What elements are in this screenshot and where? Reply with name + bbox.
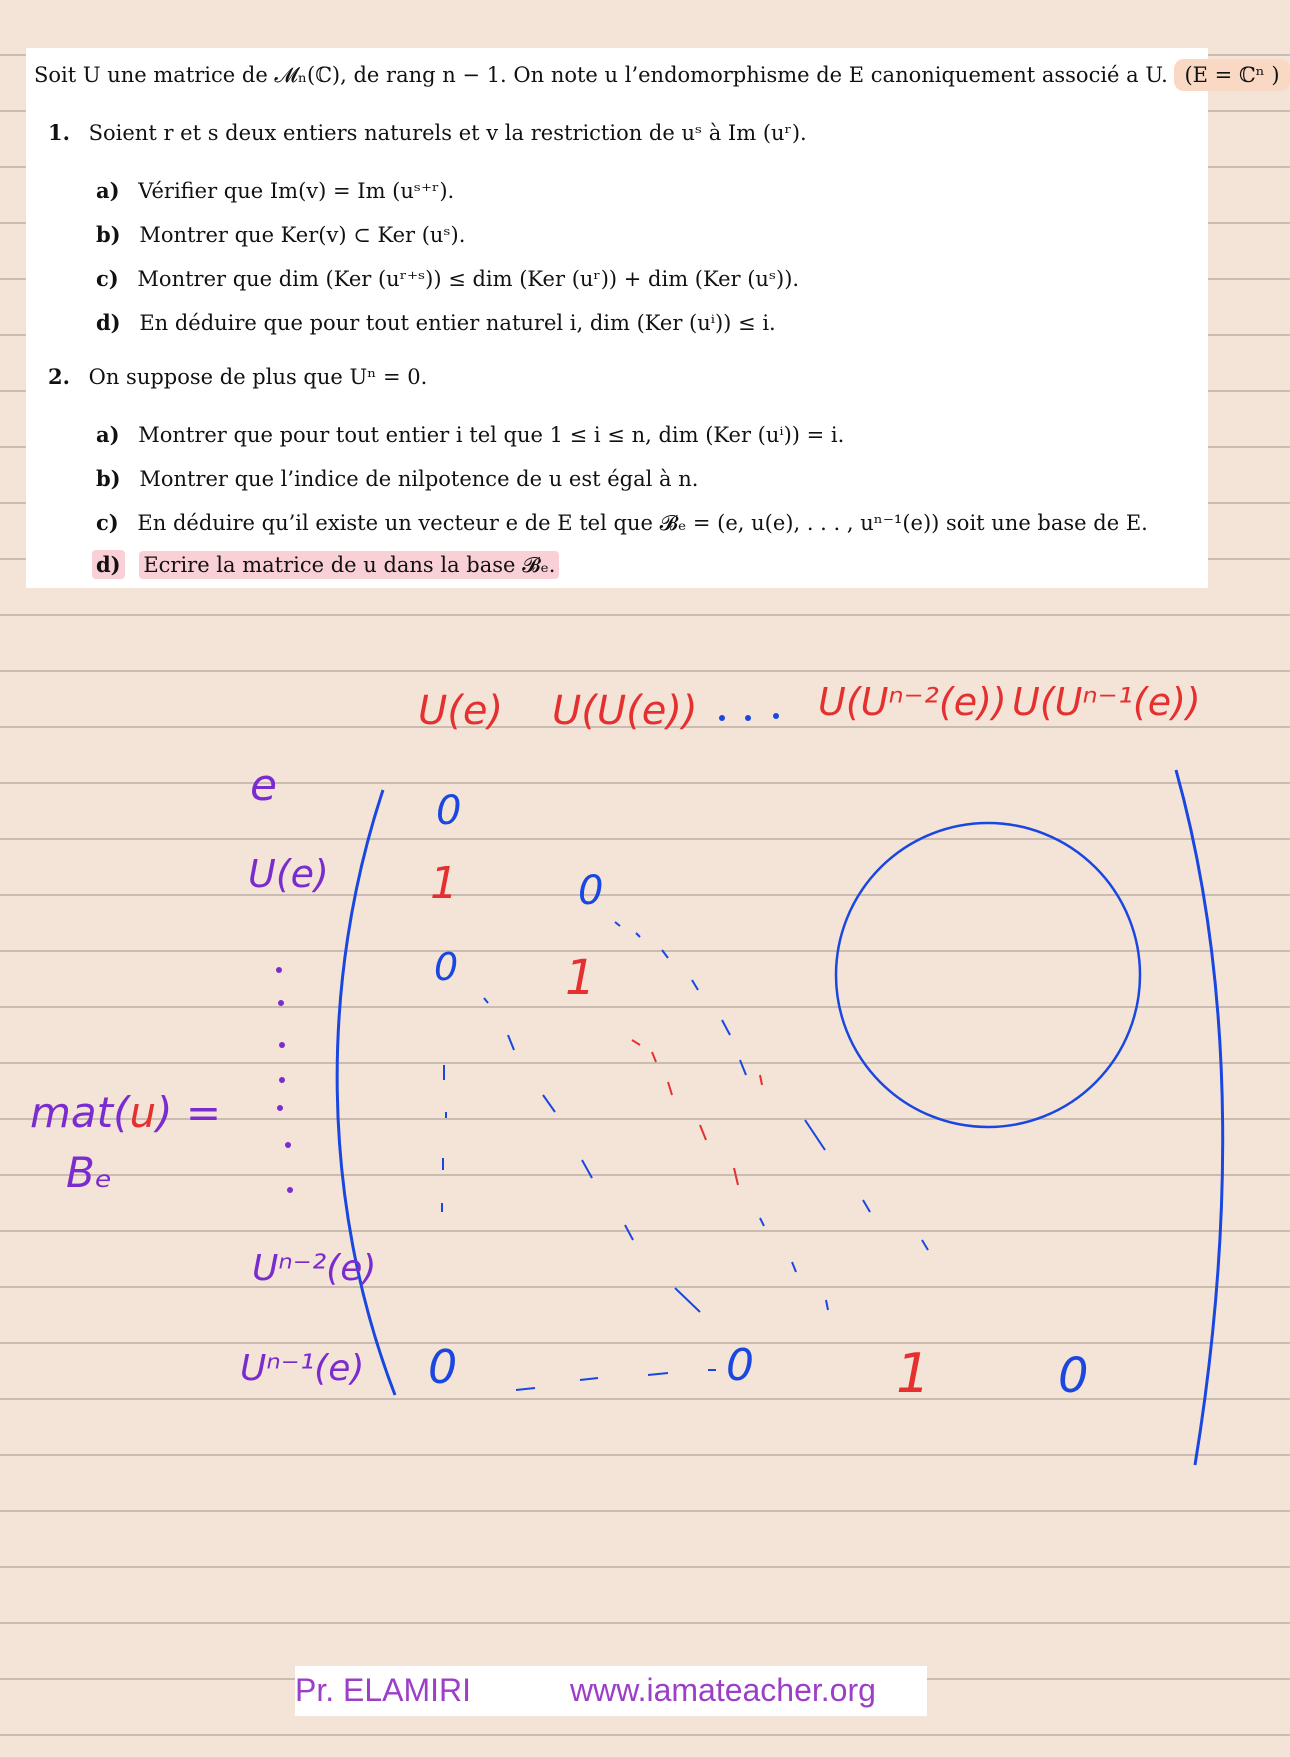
q1-text: Soient r et s deux entiers naturels et v la restriction de uˢ à Im (uʳ). [88,121,807,145]
entry-0-bottom-left: 0 [428,1340,458,1394]
col-header-u-u-e: U(U(e)) [552,688,698,734]
entry-0-first-col-third: 0 [434,945,459,989]
left-bracket [337,790,395,1395]
q2b-label: b) [96,466,121,491]
q2-number: 2. [48,364,70,389]
intro-note: (E = ℂⁿ ) [1174,59,1289,91]
entry-0-first-col-top: 0 [436,788,462,834]
lhs-mat [30,1088,221,1137]
q2a-text: Montrer que pour tout entier i tel que 1 ≤ i ≤ n, dim (Ker (uⁱ)) = i. [138,423,845,447]
q1b-label: b) [96,222,121,247]
col-header-u-un2: U(Uⁿ⁻²(e)) [818,680,1007,724]
q1c-text: Montrer que dim (Ker (uʳ⁺ˢ)) ≤ dim (Ker (uʳ)) + dim (Ker (uˢ)). [137,267,800,291]
q2d-label: d) [92,550,125,579]
q2c-text: En déduire qu’il existe un vecteur e de E tel que 𝓑ₑ = (e, u(e), . . . , uⁿ⁻¹(e)) soit une base de E. [137,511,1148,535]
entry-1-bottom: 1 [896,1342,931,1405]
q1-number: 1. [48,120,70,145]
row-label-u-e: U(e) [248,852,329,896]
col-header-u-e: U(e) [418,688,504,734]
lhs-mat-text: mat( [30,1088,130,1137]
row-label-e: e [250,760,278,811]
q1c-label: c) [96,266,119,291]
q2c-label: c) [96,510,119,535]
header-dots [719,713,779,721]
lhs-base: Bₑ [66,1148,113,1197]
q2-text: On suppose de plus que Uⁿ = 0. [88,365,428,389]
footer [295,1666,927,1716]
q2a-label: a) [96,422,120,447]
col-header-u-un1: U(Uⁿ⁻¹(e)) [1012,680,1201,724]
lhs-close: ) = [156,1088,222,1137]
diagonal-dashes-red [632,1040,762,1185]
q2b-text: Montrer que l’indice de nilpotence de u est égal à n. [139,467,699,491]
q2d-text: Ecrire la matrice de u dans la base 𝓑ₑ. [139,551,559,579]
entry-0-bottom-middle: 0 [726,1340,754,1391]
entry-0-bottom-right: 0 [1058,1348,1089,1404]
footer-author: Pr. ELAMIRI [295,1672,472,1708]
entry-1-first-col: 1 [430,858,458,909]
diagonal-dashes-blue [442,922,928,1390]
q1a-text: Vérifier que Im(v) = Im (uˢ⁺ʳ). [138,179,455,203]
intro-text: Soit U une matrice de 𝓜ₙ(ℂ), de rang n − 1. On note u l’endomorphisme de E canoniquement associé a U. [34,63,1168,87]
q1d-text: En déduire que pour tout entier naturel i, dim (Ker (uⁱ)) ≤ i. [139,311,776,335]
footer-website[interactable]: www.iamateacher.org [570,1672,876,1708]
row-dots [276,967,293,1193]
lhs-u: u [129,1088,157,1137]
q1d-label: d) [96,310,121,335]
q1b-text: Montrer que Ker(v) ⊂ Ker (uˢ). [139,223,466,247]
row-label-un2: Uⁿ⁻²(e) [252,1248,377,1289]
entry-1-second-col: 1 [565,950,596,1006]
row-label-un1: Uⁿ⁻¹(e) [240,1348,365,1389]
right-bracket [1176,770,1223,1465]
q1a-label: a) [96,178,120,203]
zero-block-circle [836,823,1140,1127]
entry-0-second-col: 0 [578,868,604,914]
